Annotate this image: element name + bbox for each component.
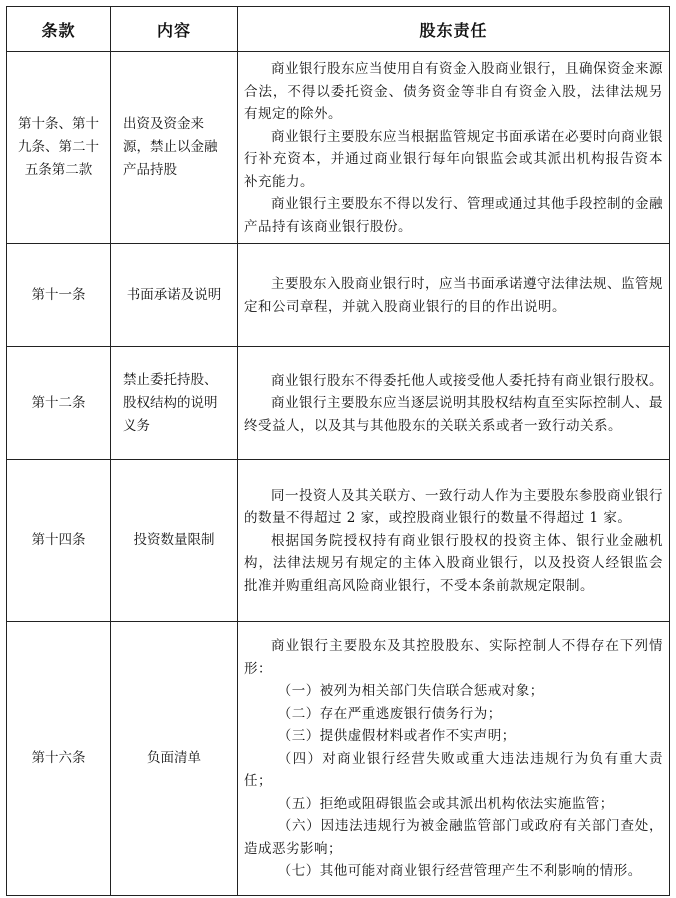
topic-cell: 投资数量限制 xyxy=(111,460,238,622)
clause-cell: 第十六条 xyxy=(7,622,111,896)
list-item: （一）被列为相关部门失信联合惩戒对象； xyxy=(277,683,544,700)
header-responsibility: 股东责任 xyxy=(238,7,670,52)
header-row xyxy=(7,7,670,52)
responsibility-cell xyxy=(238,52,670,244)
list-item: （三）提供虚假材料或者作不实声明； xyxy=(277,728,516,745)
topic-cell: 禁止委托持股、股权结构的说明义务 xyxy=(111,347,238,460)
responsibility-paragraph: 商业银行主要股东及其控股股东、实际控制人不得存在下列情形： xyxy=(244,638,663,677)
responsibility-paragraph: 商业银行股东不得委托他人或接受他人委托持有商业银行股权。 xyxy=(271,372,663,389)
responsibility-cell xyxy=(238,244,670,347)
clause-cell: 第十二条 xyxy=(7,347,111,460)
responsibility-cell xyxy=(238,622,670,896)
list-item: （六）因违法违规行为被金融监管部门或政府有关部门查处，造成恶劣影响； xyxy=(244,818,663,857)
responsibility-cell xyxy=(238,460,670,622)
list-item: （七）其他可能对商业银行经营管理产生不利影响的情形。 xyxy=(277,863,642,880)
table-row xyxy=(7,460,670,622)
responsibility-paragraph: 商业银行主要股东应当根据监管规定书面承诺在必要时向商业银行补充资本，并通过商业银行每年向银监会或其派出机构报告资本补充能力。 xyxy=(244,128,663,190)
topic-cell: 出资及资金来源，禁止以金融产品持股 xyxy=(111,52,238,244)
list-item: （二）存在严重逃废银行债务行为； xyxy=(277,705,502,722)
responsibility-paragraph: 商业银行主要股东应当逐层说明其股权结构直至实际控制人、最终受益人，以及其与其他股东的关联关系或者一致行动关系。 xyxy=(244,395,663,434)
clause-cell: 第十四条 xyxy=(7,460,111,622)
header-clause: 条款 xyxy=(7,7,111,52)
table-row xyxy=(7,52,670,244)
header-topic: 内容 xyxy=(111,7,238,52)
clause-cell: 第十一条 xyxy=(7,244,111,347)
clause-cell: 第十条、第十九条、第二十五条第二款 xyxy=(7,52,111,244)
responsibility-paragraph: 根据国务院授权持有商业银行股权的投资主体、银行业金融机构，法律法规另有规定的主体入股商业银行，以及投资人经银监会批准并购重组高风险商业银行，不受本条前款规定限制。 xyxy=(244,532,663,594)
table-row xyxy=(7,244,670,347)
responsibility-paragraph: 商业银行主要股东不得以发行、管理或通过其他手段控制的金融产品持有该商业银行股份。 xyxy=(244,196,663,235)
responsibility-cell xyxy=(238,347,670,460)
list-item: （四）对商业银行经营失败或重大违法违规行为负有重大责任； xyxy=(244,750,663,790)
responsibility-paragraph: 主要股东入股商业银行时，应当书面承诺遵守法律法规、监管规定和公司章程，并就入股商业银行的目的作出说明。 xyxy=(244,276,663,315)
topic-cell: 书面承诺及说明 xyxy=(111,244,238,347)
shareholder-responsibility-table xyxy=(6,6,670,896)
table-row xyxy=(7,347,670,460)
topic-cell: 负面清单 xyxy=(111,622,238,896)
list-item: （五）拒绝或阻碍银监会或其派出机构依法实施监管； xyxy=(277,795,614,812)
table-row xyxy=(7,622,670,896)
responsibility-paragraph: 同一投资人及其关联方、一致行动人作为主要股东参股商业银行的数量不得超过 2 家，或控股商业银行的数量不得超过 1 家。 xyxy=(244,487,663,527)
responsibility-paragraph: 商业银行股东应当使用自有资金入股商业银行，且确保资金来源合法，不得以委托资金、债务资金等非自有资金入股，法律法规另有规定的除外。 xyxy=(244,61,663,122)
